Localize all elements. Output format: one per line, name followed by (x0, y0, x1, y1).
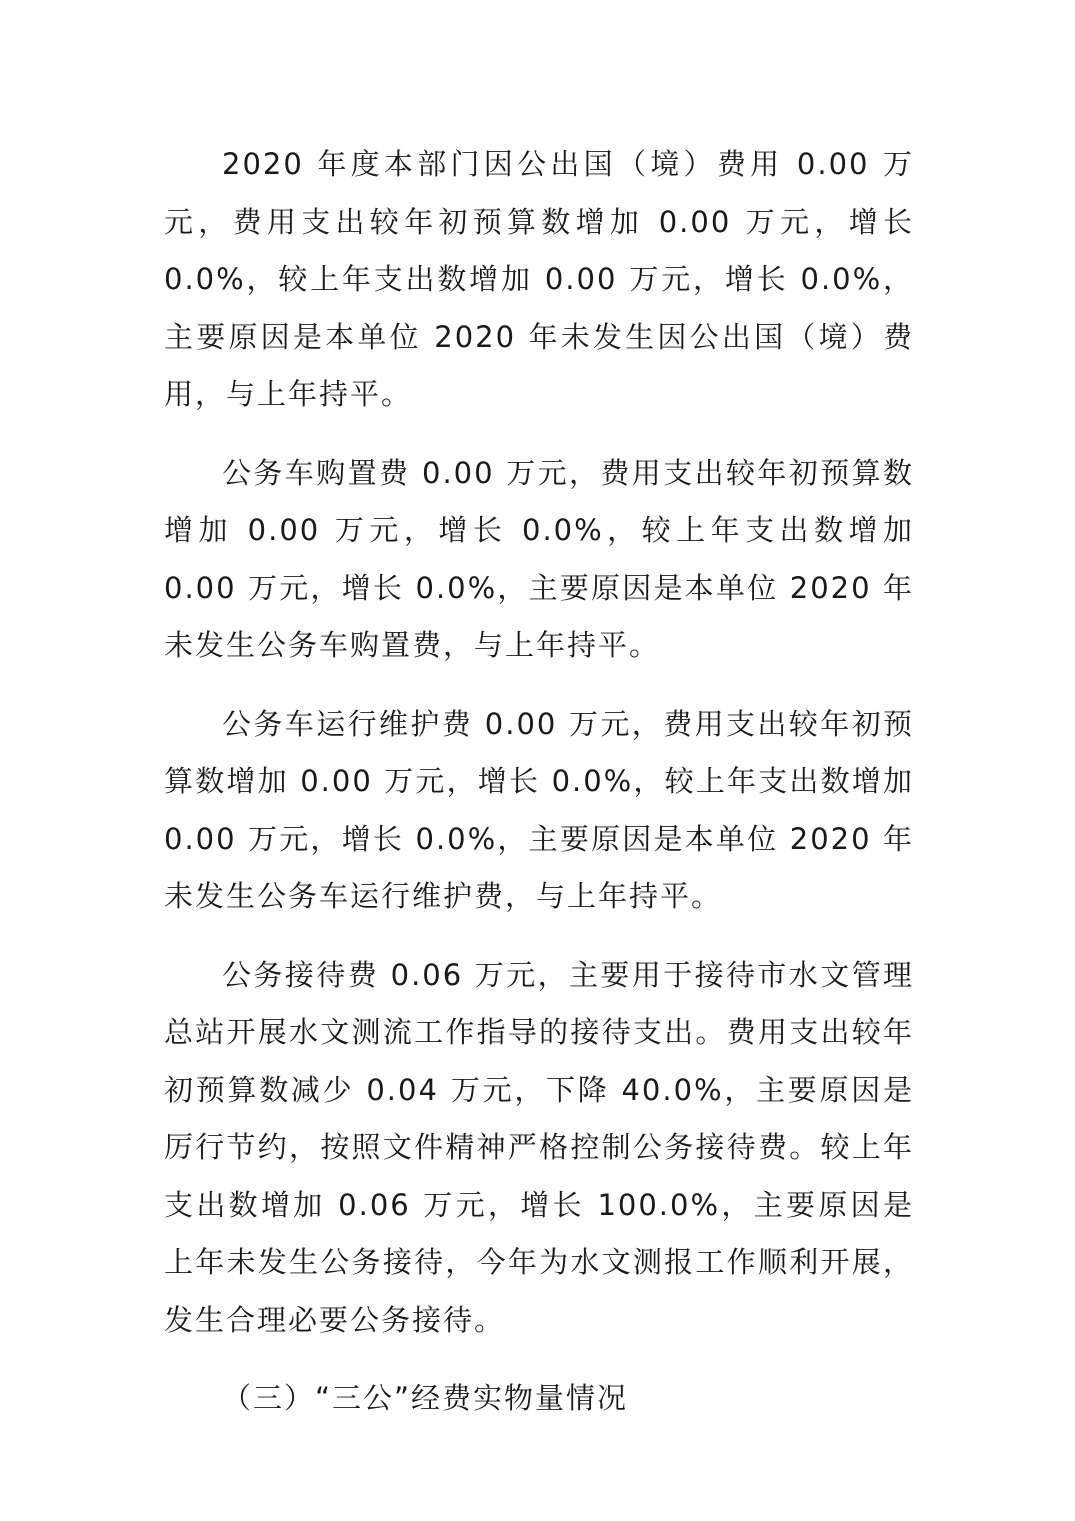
paragraph-overseas-travel-expense: 2020 年度本部门因公出国（境）费用 0.00 万元，费用支出较年初预算数增加 0.00 万元，增长 0.0%，较上年支出数增加 0.00 万元，增长 0.0%，主要原因是本单位 2020 年未发生因公出国（境）费用，与上年持平。 (164, 147, 914, 411)
document-body (164, 136, 914, 1428)
paragraph-vehicle-maintenance-expense: 公务车运行维护费 0.00 万元，费用支出较年初预算数增加 0.00 万元，增长 0.0%，较上年支出数增加 0.00 万元，增长 0.0%，主要原因是本单位 2020 年未发生公务车运行维护费，与上年持平。 (164, 706, 914, 913)
section-heading: （三）“三公”经费实物量情况 (222, 1381, 629, 1415)
paragraph-vehicle-purchase-expense: 公务车购置费 0.00 万元，费用支出较年初预算数增加 0.00 万元，增长 0.0%，较上年支出数增加 0.00 万元，增长 0.0%，主要原因是本单位 2020 年未发生公务车购置费，与上年持平。 (164, 455, 914, 662)
paragraph-official-reception-expense: 公务接待费 0.06 万元，主要用于接待市水文管理总站开展水文测流工作指导的接待支出。费用支出较年初预算数减少 0.04 万元，下降 40.0%，主要原因是厉行节约，按照文件精神严格控制公务接待费。较上年支出数增加 0.06 万元，增长 100.0%，主要原因是上年未发生公务接待，今年为水文测报工作顺利开展，发生合理必要公务接待。 (164, 957, 914, 1337)
